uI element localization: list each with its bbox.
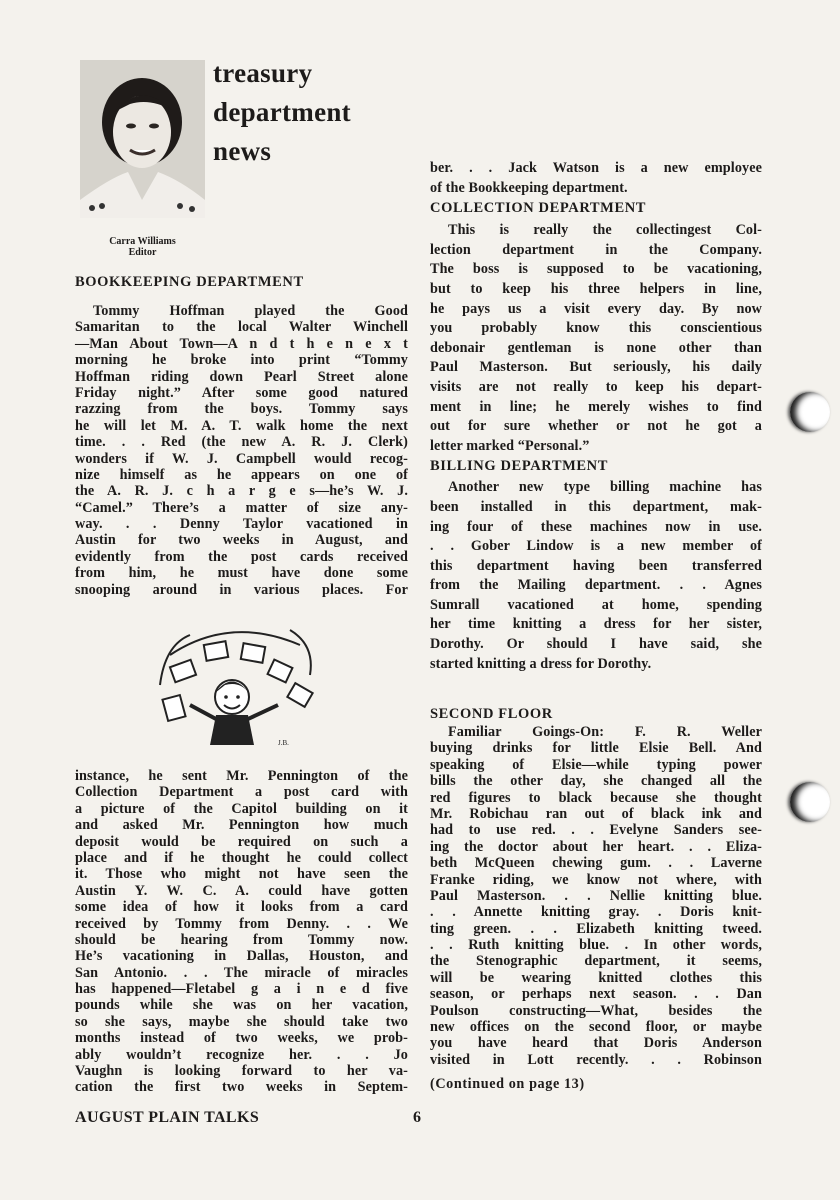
text-line: cation the first two weeks in Septem- xyxy=(75,1079,408,1096)
text-line: Franke riding, we know not where, with xyxy=(430,871,762,888)
text-line: lection department in the Company. xyxy=(430,241,762,258)
text-line: of the Bookkeeping department. xyxy=(430,179,628,196)
editor-role: Editor xyxy=(128,247,157,258)
publication-name: AUGUST PLAIN TALKS xyxy=(75,1109,260,1126)
text-line: has happened—Fletabel g a i n e d five xyxy=(75,981,408,998)
text-line: Familiar Goings-On: F. R. Weller xyxy=(448,724,762,740)
text-line: it. Those who might not have seen the xyxy=(75,866,408,883)
text-line: He’s vacationing in Dallas, Houston, and xyxy=(75,948,408,965)
editor-name: Carra Williams xyxy=(109,236,176,247)
text-line: from him, he must have done some xyxy=(75,565,408,582)
text-line: way. . . Denny Taylor vacationed in xyxy=(75,516,408,533)
text-line: speaking of Elsie—while typing power xyxy=(430,756,762,773)
text-line: Friday night.” After some good natured xyxy=(75,384,408,401)
text-line: but to keep his three helpers in line, xyxy=(430,280,762,297)
text-line: snooping around in various places. For xyxy=(75,581,408,598)
text-line: beth McQueen chewing gum. . . Laverne xyxy=(430,855,762,872)
text-line: ment in line; he merely wishes to find xyxy=(430,398,762,415)
section-heading: BOOKKEEPING DEPARTMENT xyxy=(75,274,304,290)
text-line: should be hearing from Tommy now. xyxy=(75,931,408,948)
text-line: The boss is supposed to be vacationing, xyxy=(430,261,762,278)
text-line: and asked Mr. Pennington how much xyxy=(75,817,408,834)
section-heading: COLLECTION DEPARTMENT xyxy=(430,200,647,217)
text-line: Dorothy. Or should I have said, she xyxy=(430,636,762,653)
text-line: the A. R. J. c h a r g e s—he’s W. J. xyxy=(75,483,408,500)
text-line: place and if he thought he could collect xyxy=(75,849,408,866)
text-line: new offices on the second floor, or maybe xyxy=(430,1019,762,1036)
text-line: he will let M. A. T. walk home the next xyxy=(75,417,408,434)
text-line: Sumrall vacationed at home, spending xyxy=(430,596,762,613)
text-line: instance, he sent Mr. Pennington of the xyxy=(75,768,408,784)
text-line: Tommy Hoffman played the Good xyxy=(93,303,408,319)
text-line: time. . . Red (the new A. R. J. Clerk) xyxy=(75,434,408,451)
text-line: Austin Y. W. C. A. could have gotten xyxy=(75,882,408,899)
text-line: ing four of these machines now in use. xyxy=(430,518,762,535)
text-line: season, or perhaps next season. . . Dan xyxy=(430,986,762,1003)
text-line: San Antonio. . . The miracle of miracles xyxy=(75,964,408,981)
text-line: the Stenographic department, it seems, xyxy=(430,953,762,970)
text-line: you probably know this conscientious xyxy=(430,320,762,337)
text-line: Samaritan to the local Walter Winchell xyxy=(75,319,408,336)
text-line: been installed in this department, mak- xyxy=(430,498,762,515)
text-line: so she says, maybe she should take two xyxy=(75,1013,408,1030)
text-line: some idea of how it looks from a card xyxy=(75,899,408,916)
right-column-top xyxy=(430,159,762,674)
text-line: Paul Masterson. But seriously, his daily xyxy=(430,359,762,376)
text-line: had to use red. . . Evelyne Sanders see- xyxy=(430,822,762,839)
bookkeeping-section-a xyxy=(75,274,408,598)
text-line: will be wearing knitted clothes this xyxy=(430,969,762,986)
text-line: from the Mailing department. . . Agnes xyxy=(430,577,762,594)
text-line: morning he broke into print “Tommy xyxy=(75,352,408,369)
text-line: Austin for two weeks in August, and xyxy=(75,532,408,549)
text-line: he pays us a visit every day. By now xyxy=(430,300,762,317)
binder-hole xyxy=(790,782,830,822)
text-line: visits are not really to keep his depart- xyxy=(430,378,762,395)
text-line: ing the doctor about her heart. . . Eliza- xyxy=(430,838,762,855)
title-line: treasury xyxy=(213,58,313,88)
continued-note: (Continued on page 13) xyxy=(430,1076,585,1093)
text-line: Collection Department a post card with xyxy=(75,784,408,801)
text-line: received by Tommy from Denny. . . We xyxy=(75,915,408,932)
section-heading: SECOND FLOOR xyxy=(430,706,553,722)
text-line: visited in Lott recently. . . Robinson xyxy=(430,1051,762,1068)
page-number: 6 xyxy=(413,1109,421,1126)
text-line: . . Annette knitting gray. . Doris knit- xyxy=(430,904,762,921)
text-line: nize himself as he appears on one of xyxy=(75,466,408,483)
bookkeeping-section-b xyxy=(75,768,408,1096)
text-line: buying drinks for little Elsie Bell. And xyxy=(430,740,762,757)
text-line: ably wouldn’t recognize her. . . Jo xyxy=(75,1046,408,1063)
second-floor-section xyxy=(430,706,762,1093)
text-line: this department having been transferred xyxy=(430,557,762,574)
editor-photo xyxy=(80,60,205,218)
text-line: letter marked “Personal.” xyxy=(430,437,590,454)
text-line: debonair gentleman is none other than xyxy=(430,339,762,356)
editor-caption xyxy=(80,236,205,258)
text-line: wonders if W. J. Campbell would recog- xyxy=(75,450,408,467)
text-line: ting green. . . Elizabeth knitting tweed. xyxy=(430,920,762,937)
text-line: her time knitting a dress for her sister, xyxy=(430,616,762,633)
svg-text:J.B.: J.B. xyxy=(278,739,289,747)
text-line: . . Ruth knitting blue. . In other words, xyxy=(430,937,762,954)
text-line: ber. . . Jack Watson is a new employee xyxy=(430,160,762,176)
text-line: Another new type billing machine has xyxy=(448,479,762,496)
text-line: “Camel.” There’s a matter of size any- xyxy=(75,499,408,516)
text-line: Vaughn is looking forward to her va- xyxy=(75,1063,408,1080)
text-line: a picture of the Capitol building on it xyxy=(75,800,408,817)
section-heading: BILLING DEPARTMENT xyxy=(430,458,609,475)
text-line: bills the other day, she changed all the xyxy=(430,773,762,790)
title-line: department xyxy=(213,97,351,127)
text-line: deposit would be required on such a xyxy=(75,833,408,850)
text-line: Hoffman riding down Pearl Street alone xyxy=(75,368,408,385)
text-line: started knitting a dress for Dorothy. xyxy=(430,655,652,672)
text-line: razzing from the boys. Tommy says xyxy=(75,401,408,418)
text-line: pounds while she was on her vacation, xyxy=(75,997,408,1014)
text-line: Mr. Robichau ran out of black ink and xyxy=(430,805,762,822)
text-line: Poulson constructing—What, besides the xyxy=(430,1002,762,1019)
text-line: Paul Masterson. . . Nellie knitting blue. xyxy=(430,887,762,904)
text-line: —Man About Town—A n d t h e n e x t xyxy=(75,335,408,352)
text-line: you have heard that Doris Anderson xyxy=(430,1035,762,1052)
text-line: months instead of two weeks, we prob- xyxy=(75,1030,408,1047)
title-line: news xyxy=(213,136,272,166)
text-line: red figures to black because she thought xyxy=(430,789,762,806)
text-line: out for sure whether or not he got a xyxy=(430,418,762,435)
text-line: evidently from the post cards received xyxy=(75,548,408,565)
juggler-illustration xyxy=(150,615,325,755)
binder-hole xyxy=(790,392,830,432)
text-line: . . Gober Lindow is a new member of xyxy=(430,538,762,555)
text-line: This is really the collectingest Col- xyxy=(448,222,762,239)
page-title xyxy=(213,54,351,171)
